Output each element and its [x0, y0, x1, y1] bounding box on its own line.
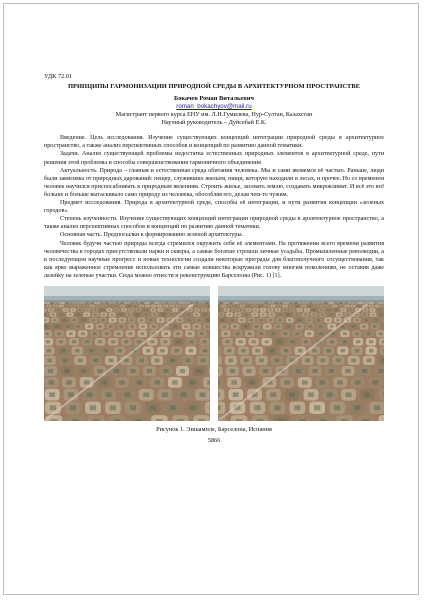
paragraph-relevance: Актуальность. Природа – главная и естественная среда обитания человека. Мы и сами являемся её частью. Раньше, люди были зависимы от природных дарований: пещер, служивших жильем, пищи, которую находили в лесах, и прочее. Но со временем человек научился приспосабливать к природным явлениям. Строить жилье, засевать землю, создавать микроклимат. И всё это всё больше и больше вытаскивало само природу из человека, обособляя его, делая чем-то чужим. [44, 167, 384, 198]
paragraph-tasks: Задачи. Анализ существующей проблемы недостатка естественных природных элементов в архитектурной среде, пути решения этой проблемы и способы совершенствования гармоничного объединения [44, 151, 384, 166]
paragraph-subject: Предмет исследования. Природа в архитектурной среде, способы её интеграции, и пути развития концепции «зеленых городов». [44, 200, 384, 215]
paragraph-history: Человек будучи частью природы всегда стремился окружить себя её элементами. На протяжении всего времени развития человечества в городах присутствовали парки и скверы, а самые богатые строили личные усадьбы. Промышленные революции, а в последующем научные прогресс и новые технологии создали некоторые преграды для благополучного сосуществования, так как ярко выраженное стремление использовать эти самые новшества вскружили голову многим поколениям, не оставив даже лазейку на зеленые участки. Сюда можно отнести и реконструкцию Барселоны (Рис. 1) [1]. [44, 240, 384, 279]
author-email-line [44, 103, 384, 111]
document-page [44, 73, 384, 445]
author-email-link[interactable]: roman_bokachyov@mail.ru [176, 103, 252, 111]
figure-1 [44, 286, 384, 421]
paragraph-introduction: Введение. Цель исследования. Изучение существующих концепций интеграции природной среды в архитектурное пространство, а также анализ перспективных способов и концепций по развитию данной тематики. [44, 135, 384, 150]
paragraph-degree: Степень изученности. Изучение существующих концепций интеграции природной среды в архитектурное пространство, а также анализ перспективных способов и концепций по развитию данной тематики. [44, 216, 384, 231]
affiliation: Магистрант первого курса ЕНУ им. Л.Н.Гумилева, Нур-Султан, Казахстан [115, 111, 313, 119]
author-name: Бокачев Роман Витальевич [174, 95, 254, 103]
udk-code: УДК 72.01 [44, 73, 73, 80]
page-number: 5866 [207, 436, 221, 444]
photo-eixample-right [218, 286, 384, 421]
paragraph-main-part: Основная часть. Предпосылки к формированию зеленой архитектуры. [60, 232, 244, 239]
photo-eixample-left [44, 286, 210, 421]
figure-caption: Рисунок 1. Эишампле, Барселона, Испания [156, 425, 272, 433]
article-title: ПРИНЦИПЫ ГАРМОНИЗАЦИИ ПРИРОДНОЙ СРЕДЫ В АРХИТЕКТУРНОМ ПРОСТРАНСТВЕ [67, 83, 361, 91]
supervisor: Научный руководитель – Дуйсебай Е.К. [161, 119, 267, 127]
